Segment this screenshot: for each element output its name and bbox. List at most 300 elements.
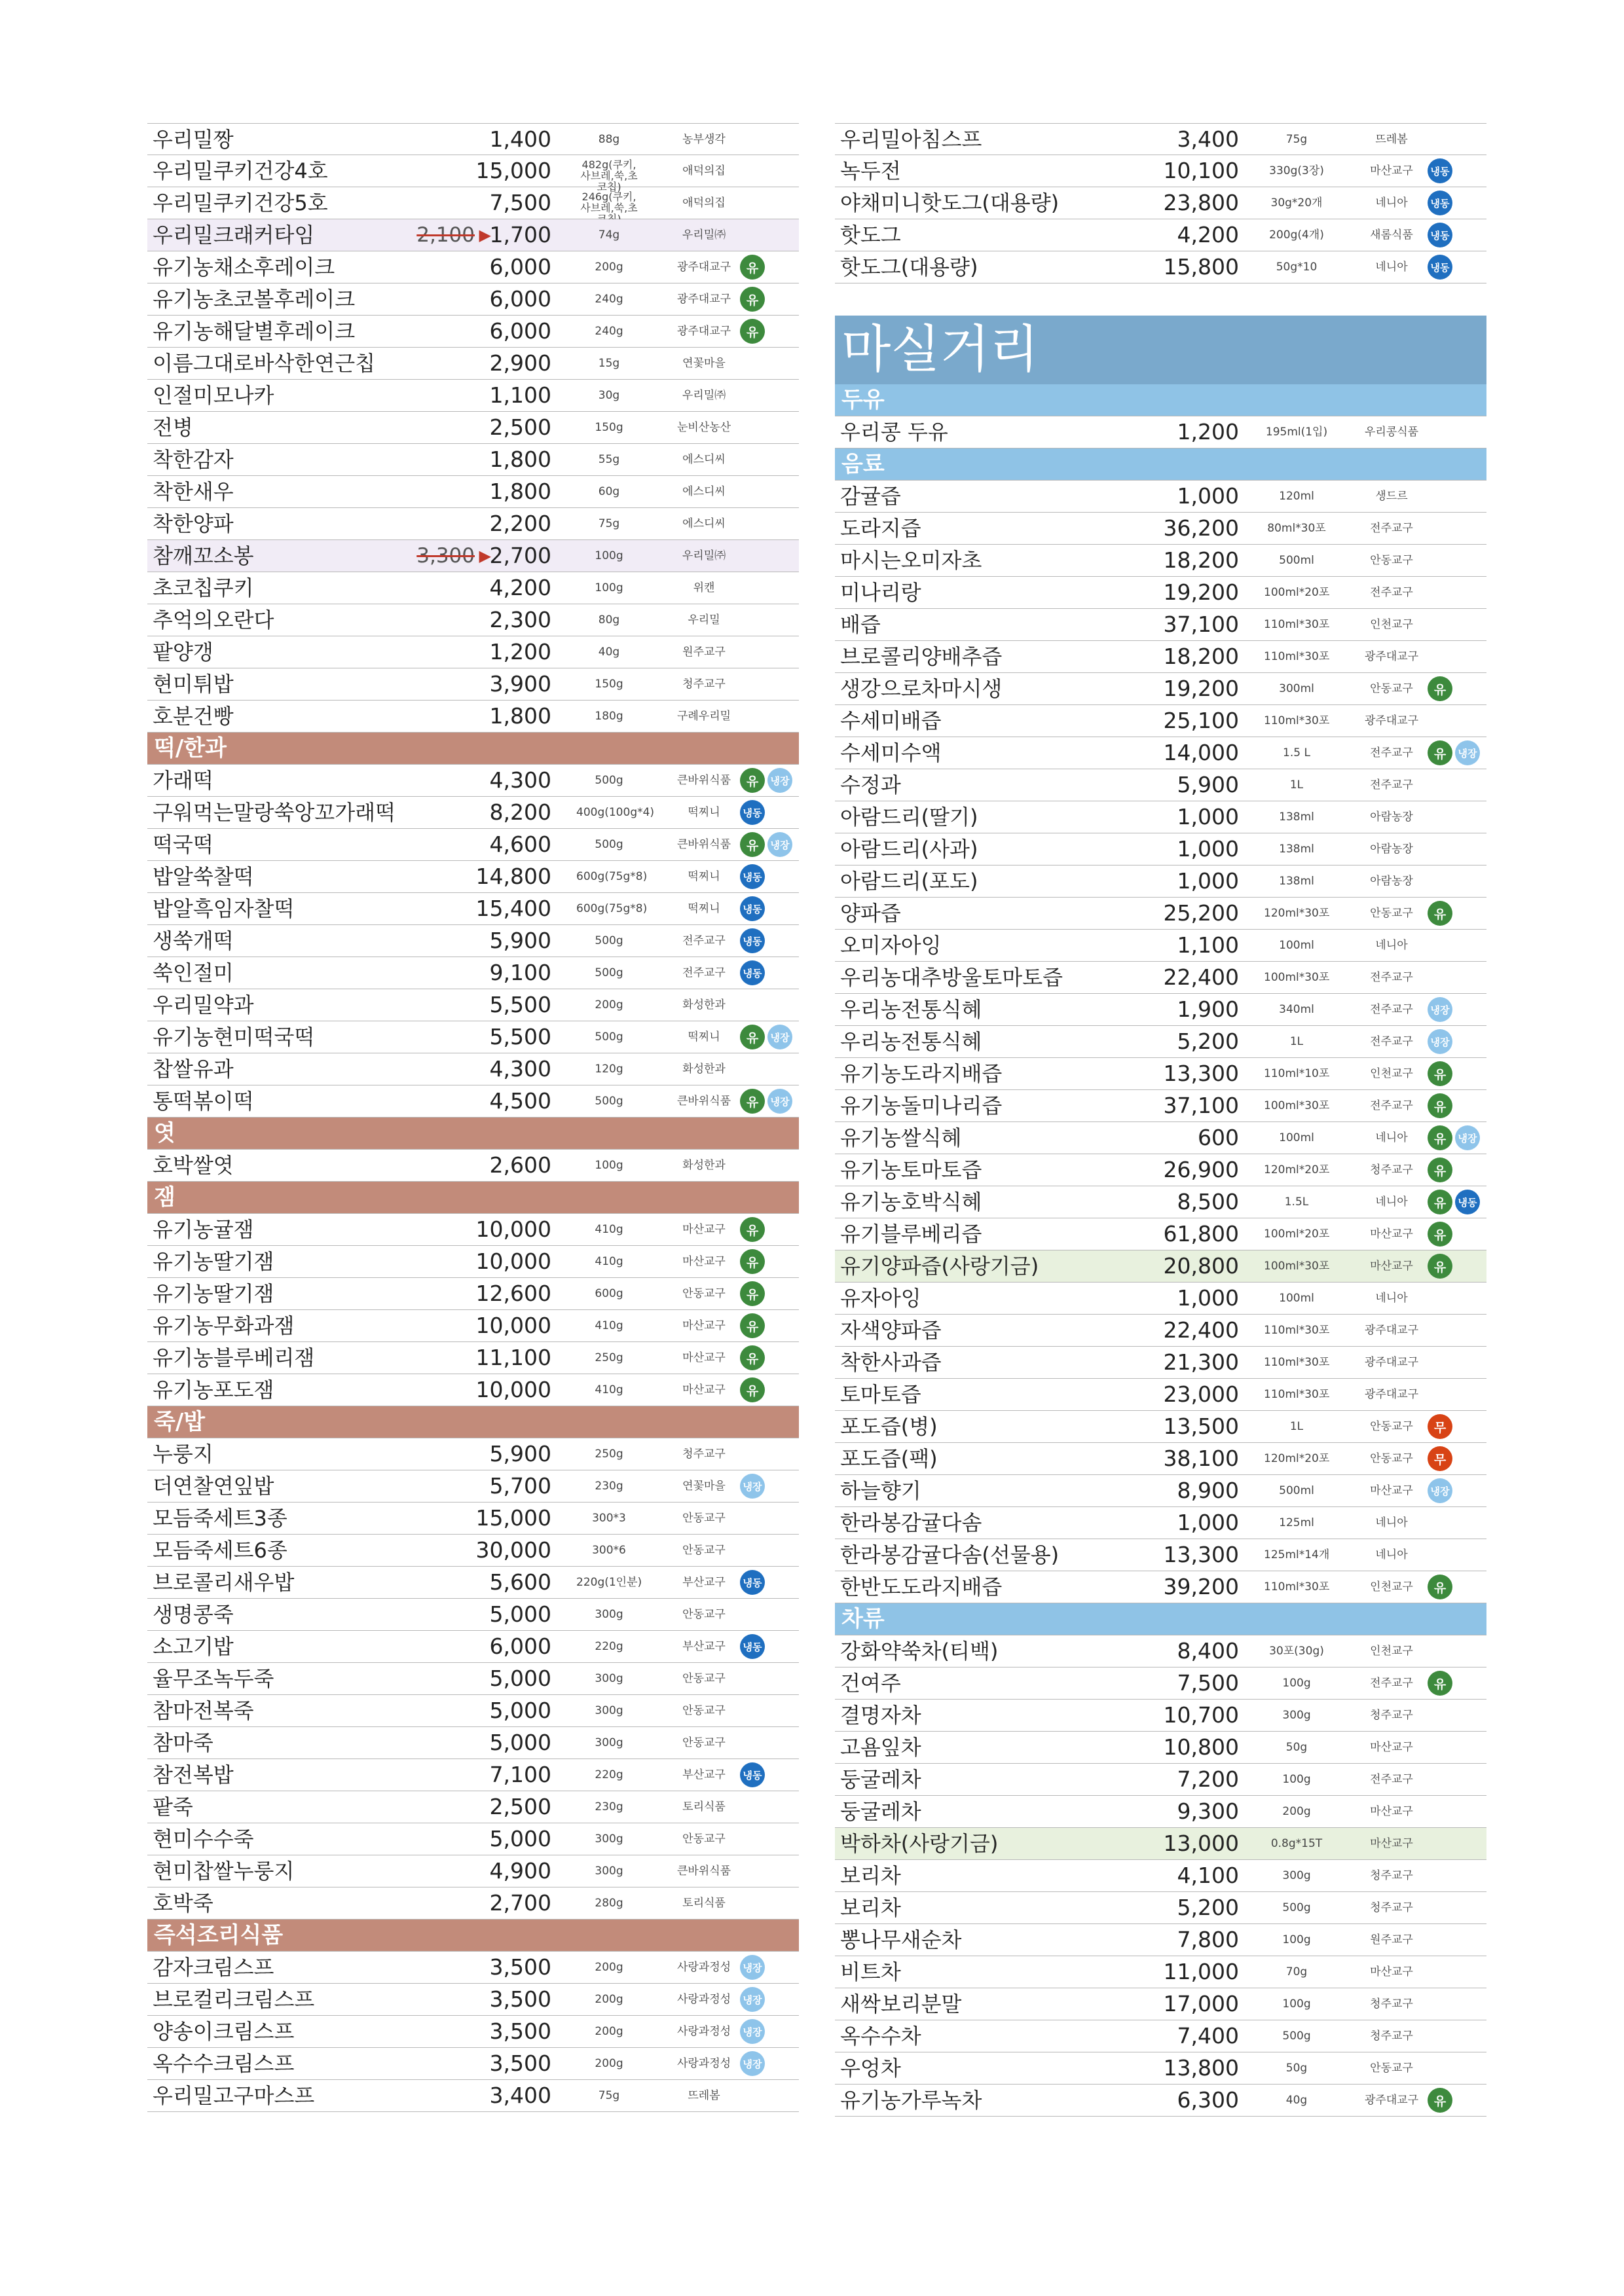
product-row: [835, 1250, 1486, 1283]
product-name: 생쑥개떡: [153, 928, 234, 953]
product-name: 우엉차: [840, 2056, 901, 2081]
product-name: 찹쌀유과: [153, 1057, 234, 1082]
product-row: [835, 1892, 1486, 1924]
product-size: 138ml: [1279, 843, 1314, 856]
product-maker: 네니아: [1375, 1548, 1408, 1561]
product-maker: 우리콩식품: [1364, 426, 1419, 439]
product-badges: [740, 768, 792, 794]
product-maker: 떡찌니: [688, 870, 720, 883]
product-size: 100ml: [1279, 1131, 1314, 1144]
product-size: 220g: [595, 1640, 623, 1653]
product-price: 6,000: [489, 286, 551, 312]
product-name: 아람드리(사과): [840, 837, 978, 862]
product-name: 유기양파즙(사랑기금): [840, 1254, 1039, 1279]
product-size: 300g: [595, 1608, 623, 1621]
product-price: 2,700: [489, 543, 551, 568]
product-row: [835, 1988, 1486, 2020]
product-badges: [1428, 191, 1452, 217]
product-maker: 청주교구: [1370, 1901, 1413, 1914]
product-price: 1,100: [1177, 932, 1239, 958]
product-size: 280g: [595, 1897, 623, 1910]
product-price: 2,700: [489, 1890, 551, 1916]
product-row: [147, 1759, 799, 1791]
product-name: 옥수수차: [840, 2024, 921, 2049]
product-price: 15,000: [475, 1505, 551, 1531]
product-maker: 마산교구: [682, 1351, 726, 1364]
product-maker: 청주교구: [1370, 1869, 1413, 1882]
product-row: [835, 1956, 1486, 1988]
product-size: 410g: [595, 1319, 623, 1332]
badge-yu-icon: 유: [740, 1217, 765, 1242]
product-price: 2,500: [489, 1794, 551, 1819]
product-price: 13,500: [1163, 1413, 1239, 1439]
product-size: 75g: [598, 2089, 620, 2102]
product-maker: 인천교구: [1370, 1580, 1413, 1594]
product-name: 보리차: [840, 1863, 901, 1888]
product-price: 22,400: [1163, 964, 1239, 990]
product-price: 5,900: [489, 928, 551, 953]
badge-nd-icon: 냉동: [1428, 191, 1452, 215]
product-maker: 뜨레봄: [688, 2089, 720, 2102]
product-name: 옥수수크림스프: [153, 2051, 295, 2076]
product-name: 가래떡: [153, 768, 213, 793]
product-name: 강화약쑥차(티백): [840, 1639, 999, 1664]
product-maker: 광주대교구: [1364, 1356, 1419, 1369]
product-name: 포도즙(팩): [840, 1446, 938, 1471]
product-badges: [740, 832, 792, 858]
product-size: 120ml*20포: [1264, 1163, 1330, 1176]
product-price: 20,800: [1163, 1253, 1239, 1279]
product-maker: 안동교구: [682, 1672, 726, 1685]
product-name: 이름그대로바삭한연근칩: [153, 351, 376, 376]
product-row: [835, 1924, 1486, 1956]
product-row: [835, 187, 1486, 219]
product-size: 250g: [595, 1351, 623, 1364]
product-price: 2,300: [489, 607, 551, 632]
product-size: 1.5 L: [1283, 746, 1310, 759]
product-row: [835, 1507, 1486, 1539]
product-row: [147, 1278, 799, 1310]
product-price: 36,200: [1163, 515, 1239, 541]
product-row: [835, 1347, 1486, 1379]
product-name: 아람드리(포도): [840, 869, 978, 894]
product-badges: [740, 896, 765, 922]
product-name: 유기농포도잼: [153, 1377, 274, 1402]
product-maker: 청주교구: [1370, 2030, 1413, 2043]
product-badges: [740, 864, 765, 890]
product-name: 도라지즙: [840, 516, 921, 541]
product-price: 1,000: [1177, 836, 1239, 862]
product-row: [147, 1631, 799, 1663]
badge-yu-icon: 유: [740, 1377, 765, 1402]
product-size: 200g(4개): [1269, 228, 1324, 242]
product-price: 2,200: [489, 511, 551, 536]
product-maker: 원주교구: [682, 646, 726, 659]
product-name: 구워먹는말랑쑥앙꼬가래떡: [153, 800, 396, 825]
product-price: 7,500: [1177, 1670, 1239, 1696]
badge-nd-icon: 냉동: [740, 864, 765, 889]
product-maker: 아람농장: [1370, 811, 1413, 824]
product-price: 4,300: [489, 1056, 551, 1082]
product-row: [835, 1379, 1486, 1411]
product-size: 300g: [595, 1832, 623, 1846]
product-maker: 떡찌니: [688, 1030, 720, 1044]
product-badges: [740, 1570, 765, 1596]
product-row: [147, 444, 799, 476]
product-price: 3,500: [489, 2018, 551, 2044]
product-row: [147, 2080, 799, 2112]
product-size: 410g: [595, 1383, 623, 1396]
product-price: 3,400: [1177, 126, 1239, 152]
product-badges: [740, 1377, 765, 1404]
product-name: 양송이크림스프: [153, 2019, 295, 2044]
product-size: 482g(쿠키, 사브레,쑥,초코칩): [580, 158, 638, 193]
product-price: 10,700: [1163, 1702, 1239, 1728]
product-price: 1,100: [489, 382, 551, 408]
product-row: [147, 348, 799, 380]
product-badges: [740, 1955, 765, 1981]
product-size: 240g: [595, 325, 623, 338]
product-row: [147, 1503, 799, 1535]
product-name: 아람드리(딸기): [840, 805, 978, 829]
product-price: 1,000: [1177, 483, 1239, 509]
product-size: 500g: [595, 1095, 623, 1108]
product-row: [835, 1411, 1486, 1443]
product-row: [147, 283, 799, 316]
product-row: [147, 316, 799, 348]
product-price: 11,100: [475, 1345, 551, 1370]
product-badges: [1428, 1414, 1452, 1440]
product-row: [835, 123, 1486, 155]
product-size: 300g: [595, 1736, 623, 1749]
product-name: 팥양갱: [153, 640, 213, 665]
product-row: [147, 1695, 799, 1727]
product-maker: 뜨레봄: [1375, 133, 1408, 146]
product-name: 착한새우: [153, 479, 234, 504]
product-name: 유기농도라지배즙: [840, 1061, 1003, 1086]
product-size: 120g: [595, 1063, 623, 1076]
product-row: [147, 668, 799, 701]
product-row: [147, 1053, 799, 1085]
product-row: [835, 994, 1486, 1026]
product-name: 핫도그: [840, 223, 901, 247]
product-row: [147, 540, 799, 572]
product-name: 율무조녹두죽: [153, 1666, 274, 1691]
product-maker: 마산교구: [1370, 1837, 1413, 1850]
product-size: 80ml*30포: [1267, 522, 1326, 535]
product-maker: 네니아: [1375, 1516, 1408, 1529]
badge-nd-icon: 냉동: [740, 800, 765, 825]
product-name: 새싹보리분말: [840, 1992, 962, 2016]
product-maker: 전주교구: [1370, 971, 1413, 984]
product-price: 4,200: [1177, 222, 1239, 247]
category-header: 차류: [835, 1603, 1486, 1635]
product-size: 220g(1인분): [576, 1576, 642, 1589]
product-name: 유기농토마토즙: [840, 1157, 982, 1182]
product-price: 5,600: [489, 1569, 551, 1595]
product-maker: 떡찌니: [688, 902, 720, 915]
product-price: 15,800: [1163, 254, 1239, 280]
product-size: 30g*20개: [1270, 196, 1323, 210]
badge-yu-icon: 유: [1428, 740, 1452, 765]
product-badges: [1428, 1446, 1452, 1472]
product-size: 200g: [595, 1961, 623, 1974]
product-maker: 안동교구: [1370, 1452, 1413, 1465]
product-price: 10,000: [475, 1248, 551, 1274]
product-price: 5,700: [489, 1473, 551, 1499]
product-name: 보리차: [840, 1895, 901, 1920]
product-price: 6,300: [1177, 2087, 1239, 2113]
product-size: 600g: [595, 1287, 623, 1300]
product-size: 50g: [1285, 2062, 1308, 2075]
category-header: 엿: [147, 1118, 799, 1150]
product-row: [835, 1667, 1486, 1700]
product-maker: 큰바위식품: [676, 838, 731, 851]
product-name: 핫도그(대용량): [840, 255, 978, 280]
product-size: 74g: [598, 228, 620, 242]
product-price: 17,000: [1163, 1991, 1239, 2016]
badge-nj-icon: 냉장: [1455, 740, 1480, 765]
badge-nj-icon: 냉장: [1455, 1125, 1480, 1150]
product-badges: [1428, 1254, 1452, 1280]
product-maker: 안동교구: [682, 1608, 726, 1621]
product-badges: [1428, 1157, 1452, 1184]
product-size: 200g: [595, 261, 623, 274]
badge-nd-icon: 냉동: [740, 1762, 765, 1787]
badge-yu-icon: 유: [1428, 1254, 1452, 1279]
product-maker: 광주대교구: [1364, 2094, 1419, 2107]
product-name: 현미수수죽: [153, 1827, 254, 1851]
product-name: 모듬죽세트3종: [153, 1506, 287, 1531]
product-maker: 마산교구: [682, 1383, 726, 1396]
product-size: 100g: [595, 581, 623, 594]
product-size: 410g: [595, 1255, 623, 1268]
badge-mu-icon: 무: [1428, 1414, 1452, 1439]
badge-yu-icon: 유: [740, 1249, 765, 1274]
product-name: 추억의오란다: [153, 608, 274, 632]
product-maker: 에스디씨: [682, 485, 726, 498]
product-size: 125ml*14개: [1264, 1548, 1330, 1561]
product-badges: [740, 1089, 792, 1115]
product-name: 우리농전통식혜: [840, 997, 982, 1022]
product-name: 우리밀고구마스프: [153, 2083, 315, 2108]
product-row: [835, 962, 1486, 994]
product-price: 13,300: [1163, 1542, 1239, 1567]
product-row: [835, 1443, 1486, 1475]
badge-yu-icon: 유: [1428, 1157, 1452, 1182]
product-price: 14,000: [1163, 740, 1239, 765]
product-name: 유기농초코볼후레이크: [153, 287, 356, 312]
product-row: [147, 1470, 799, 1503]
product-price: 7,500: [489, 190, 551, 215]
product-row: [835, 2085, 1486, 2117]
product-name: 현미튀밥: [153, 672, 234, 697]
product-row: [835, 833, 1486, 866]
product-price: 38,100: [1163, 1446, 1239, 1471]
badge-nj-icon: 냉장: [767, 832, 792, 857]
product-name: 고욤잎차: [840, 1735, 921, 1760]
product-row: [147, 412, 799, 444]
badge-nd-icon: 냉동: [1455, 1190, 1480, 1214]
product-maker: 우리밀: [688, 613, 720, 627]
product-row: [147, 2016, 799, 2048]
product-row: [147, 1085, 799, 1118]
product-row: [147, 1791, 799, 1823]
product-name: 참깨꼬소봉: [153, 543, 254, 568]
product-maker: 광주대교구: [1364, 1388, 1419, 1401]
product-name: 참마죽: [153, 1730, 213, 1755]
product-price: 4,100: [1177, 1863, 1239, 1888]
product-badges: [740, 1987, 765, 2013]
product-badges: [1428, 1222, 1452, 1248]
product-maker: 마산교구: [1370, 164, 1413, 177]
product-name: 통떡볶이떡: [153, 1089, 254, 1114]
product-row: [835, 416, 1486, 448]
product-row: [147, 1855, 799, 1887]
product-row: [147, 2048, 799, 2080]
product-name: 팥죽: [153, 1795, 193, 1819]
product-badges: [740, 800, 765, 826]
product-size: 100g: [1282, 1677, 1311, 1690]
product-size: 500g: [1282, 2030, 1311, 2043]
badge-yu-icon: 유: [740, 768, 765, 793]
product-row: [147, 1952, 799, 1984]
product-row: [147, 155, 799, 193]
product-price: 1,000: [1177, 868, 1239, 894]
badge-nj-icon: 냉장: [767, 1089, 792, 1114]
product-size: 230g: [595, 1800, 623, 1813]
product-row: [835, 801, 1486, 833]
badge-nd-icon: 냉동: [740, 960, 765, 985]
product-badges: [740, 1474, 765, 1500]
product-maker: 전주교구: [1370, 1773, 1413, 1786]
product-size: 100ml: [1279, 939, 1314, 952]
product-maker: 화성한과: [682, 1159, 726, 1172]
product-row: [835, 155, 1486, 187]
product-size: 195ml(1입): [1265, 426, 1328, 439]
product-price: 1,000: [1177, 1510, 1239, 1535]
product-name: 우리밀약과: [153, 993, 254, 1017]
product-name: 참마전복죽: [153, 1698, 254, 1723]
product-size: 250g: [595, 1448, 623, 1461]
product-price: 1,400: [489, 126, 551, 152]
product-size: 1L: [1289, 778, 1304, 792]
product-row: [835, 2020, 1486, 2052]
product-price: 7,100: [489, 1762, 551, 1787]
section-title: 마실거리: [835, 316, 1486, 384]
product-row: [147, 1374, 799, 1406]
product-name: 전병: [153, 415, 193, 440]
spacer: [835, 283, 1486, 316]
product-row: [835, 737, 1486, 769]
badge-nd-icon: 냉동: [740, 1570, 765, 1595]
product-maker: 원주교구: [1370, 1933, 1413, 1946]
product-name: 유자아잉: [840, 1286, 921, 1311]
product-size: 600g(75g*8): [576, 870, 648, 883]
product-maker: 큰바위식품: [676, 774, 731, 787]
product-maker: 마산교구: [1370, 1228, 1413, 1241]
product-row: [835, 898, 1486, 930]
product-name: 유기농해달별후레이크: [153, 319, 356, 344]
product-row: [835, 1026, 1486, 1058]
product-name: 참전복밥: [153, 1762, 234, 1787]
product-row: [835, 1764, 1486, 1796]
product-size: 138ml: [1279, 875, 1314, 888]
product-price: 5,000: [489, 1601, 551, 1627]
product-price: 5,500: [489, 992, 551, 1017]
badge-nd-icon: 냉동: [1428, 255, 1452, 280]
product-row: [147, 893, 799, 925]
product-row: [835, 577, 1486, 609]
product-name: 유기농현미떡국떡: [153, 1025, 315, 1049]
product-maker: 마산교구: [1370, 1965, 1413, 1978]
product-maker: 눈비산농산: [676, 421, 731, 434]
product-row: [147, 1567, 799, 1599]
product-row: [147, 1214, 799, 1246]
product-maker: 아람농장: [1370, 875, 1413, 888]
product-row: [147, 1887, 799, 1920]
product-size: 150g: [595, 678, 623, 691]
product-name: 토마토즙: [840, 1382, 921, 1407]
product-name: 야채미니핫도그(대용량): [840, 191, 1060, 215]
product-badges: [1428, 901, 1452, 927]
product-row: [147, 1823, 799, 1855]
category-header: 죽/밥: [147, 1406, 799, 1438]
product-maker: 광주대교구: [676, 261, 731, 274]
product-badges: [740, 1634, 765, 1660]
product-row: [147, 1727, 799, 1759]
product-row: [835, 1796, 1486, 1828]
product-size: 300ml: [1279, 682, 1314, 695]
product-maker: 인천교구: [1370, 1645, 1413, 1658]
product-name: 브로콜리양배추즙: [840, 644, 1003, 669]
product-name: 쑥인절미: [153, 960, 234, 985]
product-maker: 네니아: [1375, 939, 1408, 952]
product-size: 110ml*30포: [1264, 650, 1330, 663]
product-name: 호분건빵: [153, 704, 234, 729]
product-row: [147, 380, 799, 412]
product-name: 우리농전통식혜: [840, 1029, 982, 1054]
product-price: 13,800: [1163, 2055, 1239, 2081]
product-maker: 청주교구: [682, 678, 726, 691]
product-price: 2,600: [489, 1152, 551, 1178]
product-badges: [1428, 997, 1452, 1023]
product-name: 마시는오미자초: [840, 548, 982, 573]
product-size: 1L: [1289, 1035, 1304, 1048]
product-row: [147, 1663, 799, 1695]
product-row: [835, 1122, 1486, 1154]
product-name: 밥알흑임자찰떡: [153, 896, 295, 921]
product-maker: 마산교구: [682, 1255, 726, 1268]
product-price: 25,100: [1163, 708, 1239, 733]
product-maker: 네니아: [1375, 261, 1408, 274]
category-header: 즉석조리식품: [147, 1920, 799, 1952]
badge-nj-icon: 냉장: [767, 768, 792, 793]
product-row: [147, 604, 799, 636]
product-maker: 사랑과정성: [676, 1993, 731, 2006]
category-header: 음료: [835, 448, 1486, 481]
product-row: [835, 513, 1486, 545]
product-name: 우리밀쿠키건강5호: [153, 191, 328, 215]
product-name: 착한사과즙: [840, 1350, 942, 1375]
product-size: 40g: [1285, 2094, 1308, 2107]
product-size: 120ml*20포: [1264, 1452, 1330, 1465]
product-size: 240g: [595, 293, 623, 306]
product-name: 오미자아잉: [840, 933, 942, 958]
product-row: [147, 1342, 799, 1374]
product-size: 100ml*20포: [1264, 1228, 1330, 1241]
product-row: [147, 1984, 799, 2016]
